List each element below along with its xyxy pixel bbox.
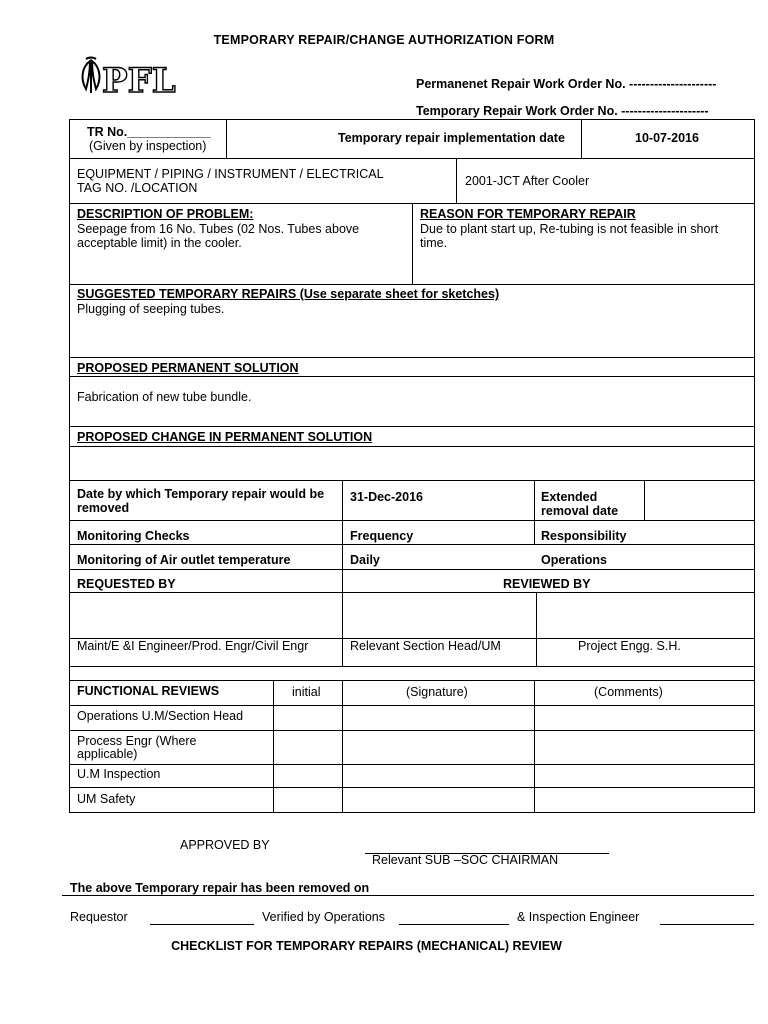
removed-on-line bbox=[62, 895, 754, 896]
equipment-label-line2: TAG NO. /LOCATION bbox=[77, 181, 198, 195]
verified-by-label: Verified by Operations bbox=[262, 910, 385, 924]
tr-number: TR No.____________ bbox=[87, 125, 211, 139]
functional-reviews-heading: FUNCTIONAL REVIEWS bbox=[77, 684, 220, 698]
review-row-process-engr-cont: applicable) bbox=[77, 747, 138, 761]
removal-date-value: 31-Dec-2016 bbox=[350, 490, 423, 504]
equipment-tag-value: 2001-JCT After Cooler bbox=[465, 174, 590, 188]
requestor-label: Requestor bbox=[70, 910, 128, 924]
signature-column-header: (Signature) bbox=[406, 685, 468, 699]
chairman-label: Relevant SUB –SOC CHAIRMAN bbox=[372, 853, 559, 867]
inspection-signature-line[interactable] bbox=[660, 924, 754, 925]
checklist-title: CHECKLIST FOR TEMPORARY REPAIRS (MECHANICAL) REVIEW bbox=[171, 939, 562, 953]
extended-date-line2: removal date bbox=[541, 504, 619, 518]
implementation-date-value: 10-07-2016 bbox=[635, 131, 699, 145]
frequency-header: Frequency bbox=[350, 529, 414, 543]
comments-column-header: (Comments) bbox=[594, 685, 663, 699]
svg-text:PFL: PFL bbox=[102, 61, 176, 99]
review-row-um-inspection: U.M Inspection bbox=[77, 767, 161, 781]
project-engg-role: Project Engg. S.H. bbox=[578, 639, 681, 653]
reviewed-by-label: REVIEWED BY bbox=[503, 577, 591, 591]
form-title: TEMPORARY REPAIR/CHANGE AUTHORIZATION FORM bbox=[213, 33, 555, 47]
review-row-process-engr: Process Engr (Where bbox=[77, 734, 197, 748]
equipment-label-line1: EQUIPMENT / PIPING / INSTRUMENT / ELECTRICAL bbox=[77, 167, 384, 181]
operations-signature-line[interactable] bbox=[399, 924, 509, 925]
pfl-logo bbox=[76, 55, 186, 99]
removal-label-line2: removed bbox=[77, 501, 130, 515]
section-head-role: Relevant Section Head/UM bbox=[350, 639, 501, 653]
removal-label-line1: Date by which Temporary repair would be bbox=[77, 487, 325, 501]
description-line2: acceptable limit) in the cooler. bbox=[77, 236, 242, 250]
requestor-signature-line[interactable] bbox=[150, 924, 254, 925]
review-row-operations: Operations U.M/Section Head bbox=[77, 709, 244, 723]
removed-on-label: The above Temporary repair has been removed on bbox=[70, 881, 370, 895]
responsibility-header: Responsibility bbox=[541, 529, 627, 543]
change-solution-heading: PROPOSED CHANGE IN PERMANENT SOLUTION bbox=[77, 430, 373, 444]
review-row-um-safety: UM Safety bbox=[77, 792, 136, 806]
monitoring-checks-header: Monitoring Checks bbox=[77, 529, 190, 543]
extended-date-line1: Extended bbox=[541, 490, 598, 504]
requested-by-label: REQUESTED BY bbox=[77, 577, 176, 591]
permanent-solution-heading: PROPOSED PERMANENT SOLUTION bbox=[77, 361, 299, 375]
description-line1: Seepage from 16 No. Tubes (02 Nos. Tubes above bbox=[77, 222, 360, 236]
monitoring-checks-value: Monitoring of Air outlet temperature bbox=[77, 553, 291, 567]
frequency-value: Daily bbox=[350, 553, 380, 567]
requester-role: Maint/E &I Engineer/Prod. Engr/Civil Engr bbox=[77, 639, 309, 653]
suggested-repairs-value: Plugging of seeping tubes. bbox=[77, 302, 225, 316]
inspection-engineer-label: & Inspection Engineer bbox=[517, 910, 640, 924]
implementation-date-label: Temporary repair implementation date bbox=[338, 131, 565, 145]
reason-heading: REASON FOR TEMPORARY REPAIR bbox=[420, 207, 636, 221]
reason-line1: Due to plant start up, Re-tubing is not feasible in short bbox=[420, 222, 719, 236]
temporary-work-order: Temporary Repair Work Order No. --------------------- bbox=[416, 104, 709, 118]
description-heading: DESCRIPTION OF PROBLEM: bbox=[77, 207, 254, 221]
responsibility-value: Operations bbox=[541, 553, 607, 567]
permanent-solution-value: Fabrication of new tube bundle. bbox=[77, 390, 252, 404]
approved-by-label: APPROVED BY bbox=[180, 838, 270, 852]
permanent-work-order: Permanenet Repair Work Order No. --------------------- bbox=[416, 77, 717, 91]
tr-given-by: (Given by inspection) bbox=[89, 139, 207, 153]
suggested-repairs-heading: SUGGESTED TEMPORARY REPAIRS (Use separate sheet for sketches) bbox=[77, 287, 500, 301]
initial-column-header: initial bbox=[292, 685, 321, 699]
reason-line2: time. bbox=[420, 236, 448, 250]
